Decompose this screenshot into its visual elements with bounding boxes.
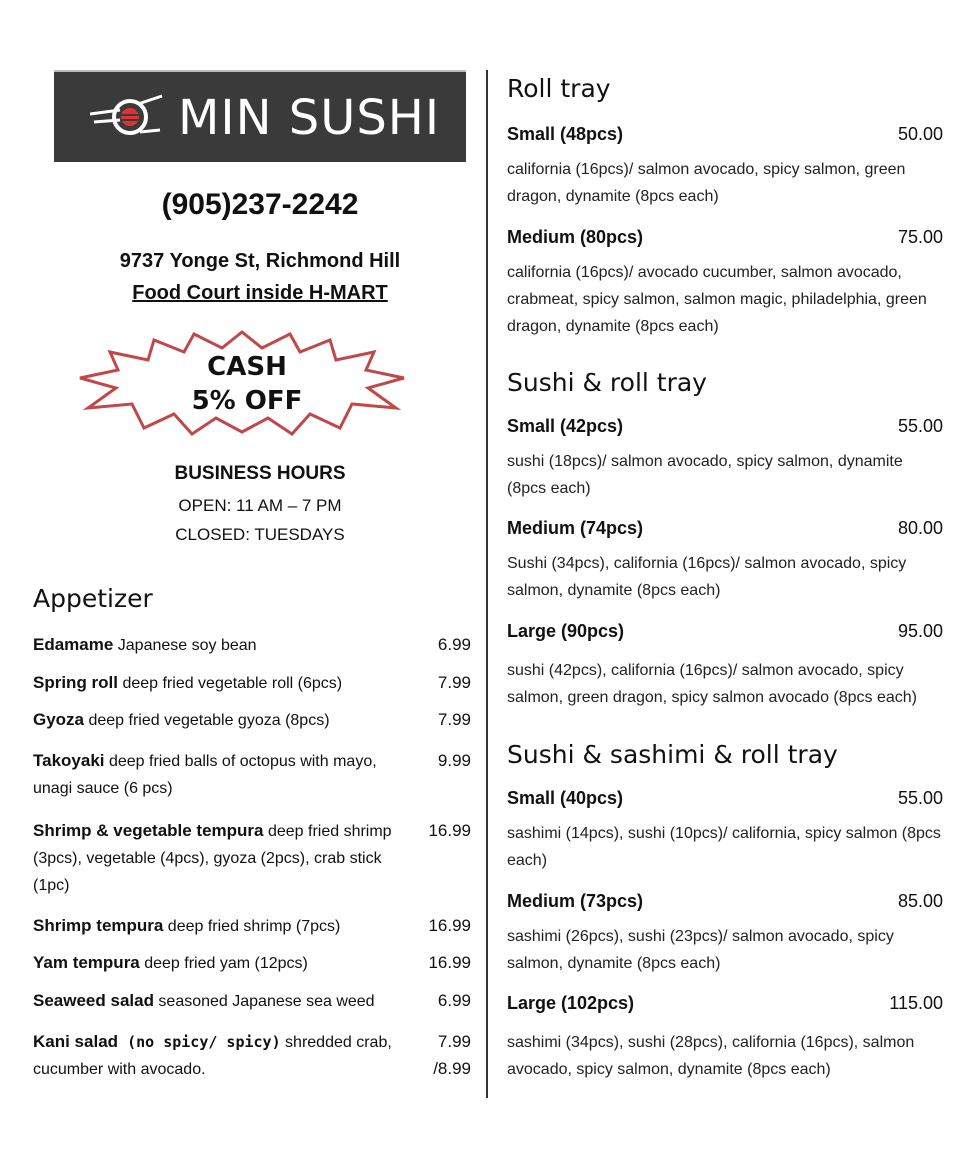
menu-item-shrimp-veg-tempura <box>33 817 471 899</box>
tray-desc: sushi (42pcs), california (16pcs)/ salmon avocado, spicy salmon, green dragon, spicy salmon avocado (8pcs each) <box>507 662 917 706</box>
item-price: 16.99 <box>428 953 471 972</box>
menu-item-spring-roll <box>33 669 471 697</box>
tray-size: Large (90pcs) <box>507 621 625 641</box>
tray-desc: california (16pcs)/ avocado cucumber, salmon avocado, crabmeat, spicy salmon, salmon magic, philadelphia, green dragon, dynamite (8pcs each) <box>507 264 927 335</box>
item-price: 7.99 <box>437 673 471 692</box>
sashimi-tray-medium <box>507 891 943 977</box>
tray-price: 50.00 <box>897 124 943 144</box>
address-line-1: 9737 Yonge St, Richmond Hill <box>119 250 401 272</box>
tray-desc: Sushi (34pcs), california (16pcs)/ salmon avocado, spicy salmon, dynamite (8pcs each) <box>507 555 907 599</box>
item-desc: deep fried yam (12pcs) <box>139 955 308 972</box>
phone-number: (905)237-2242 <box>161 188 359 221</box>
tray-price: 80.00 <box>897 518 943 538</box>
item-price: 7.99 <box>437 710 471 729</box>
menu-item-edamame <box>33 631 471 659</box>
item-name: Edamame <box>33 635 114 654</box>
logo-text: MIN SUSHI <box>178 90 441 146</box>
promo-line-1: CASH <box>207 352 287 382</box>
item-desc: deep fried shrimp (3pcs), vegetable (4pcs), gyoza (2pcs), crab stick (1pc) <box>33 823 392 894</box>
item-name: Spring roll <box>33 673 118 692</box>
item-name: Shrimp & vegetable tempura <box>33 821 264 840</box>
logo-banner <box>54 70 466 162</box>
menu-item-kani-salad <box>33 1028 471 1083</box>
tray-desc: sashimi (34pcs), sushi (28pcs), california (16pcs), salmon avocado, spicy salmon, dynamite (8pcs each) <box>507 1034 915 1078</box>
address-line-2: Food Court inside H-MART <box>132 282 388 304</box>
item-desc: Japanese soy bean <box>113 637 257 654</box>
item-desc: deep fried shrimp (7pcs) <box>163 918 341 935</box>
roll-tray-title: Roll tray <box>507 74 611 103</box>
tray-price: 85.00 <box>897 891 943 911</box>
roll-tray-small <box>507 124 943 210</box>
promo-text <box>78 350 416 418</box>
tray-price: 55.00 <box>897 416 943 436</box>
tray-size: Large (102pcs) <box>507 993 635 1013</box>
item-price <box>433 1028 471 1082</box>
tray-size: Small (40pcs) <box>507 788 624 808</box>
item-name: Shrimp tempura <box>33 916 164 935</box>
tray-desc: sashimi (14pcs), sushi (10pcs)/ california, spicy salmon (8pcs each) <box>507 825 941 869</box>
hours-open: OPEN: 11 AM – 7 PM <box>178 496 342 515</box>
item-name: Gyoza <box>33 710 85 729</box>
tray-desc: sushi (18pcs)/ salmon avocado, spicy salmon, dynamite (8pcs each) <box>507 453 903 497</box>
item-desc: seasoned Japanese sea weed <box>153 993 375 1010</box>
tray-price: 55.00 <box>897 788 943 808</box>
item-name: Kani salad <box>33 1032 119 1051</box>
menu-item-shrimp-tempura <box>33 912 471 940</box>
tray-desc: california (16pcs)/ salmon avocado, spicy salmon, green dragon, dynamite (8pcs each) <box>507 161 906 205</box>
sushi-logo-icon <box>90 94 164 140</box>
menu-item-seaweed-salad <box>33 987 471 1015</box>
tray-price: 75.00 <box>897 227 943 247</box>
item-price: 6.99 <box>437 991 471 1010</box>
tray-size: Medium (74pcs) <box>507 518 644 538</box>
sushi-roll-tray-title: Sushi & roll tray <box>507 368 707 397</box>
item-desc: shredded crab, cucumber with avocado. <box>33 1034 392 1078</box>
sushi-roll-tray-large <box>507 621 943 711</box>
tray-size: Medium (80pcs) <box>507 227 644 247</box>
menu-item-takoyaki <box>33 747 471 802</box>
item-price-mild: 7.99 <box>437 1032 471 1051</box>
hours-title: BUSINESS HOURS <box>174 463 346 484</box>
item-desc: deep fried balls of octopus with mayo, unagi sauce (6 pcs) <box>33 753 377 797</box>
item-spice-option: (no spicy/ spicy) <box>118 1033 281 1051</box>
promo-line-2: 5% OFF <box>191 386 303 416</box>
item-desc: deep fried vegetable gyoza (8pcs) <box>84 712 330 729</box>
tray-size: Small (48pcs) <box>507 124 624 144</box>
item-price: 16.99 <box>428 916 471 935</box>
roll-tray-medium <box>507 227 943 340</box>
item-price: 6.99 <box>437 635 471 654</box>
menu-item-gyoza <box>33 706 471 734</box>
sashimi-tray-small <box>507 788 943 874</box>
sashimi-tray-large <box>507 993 943 1083</box>
tray-price: 115.00 <box>889 993 943 1013</box>
sashimi-tray-title: Sushi & sashimi & roll tray <box>507 740 838 769</box>
column-divider <box>486 70 488 1098</box>
item-price-spicy: /8.99 <box>433 1059 471 1078</box>
tray-price: 95.00 <box>897 621 943 641</box>
tray-size: Medium (73pcs) <box>507 891 644 911</box>
item-name: Seaweed salad <box>33 991 154 1010</box>
menu-item-yam-tempura <box>33 949 471 977</box>
sushi-roll-tray-small <box>507 416 943 502</box>
tray-desc: sashimi (26pcs), sushi (23pcs)/ salmon avocado, spicy salmon, dynamite (8pcs each) <box>507 928 894 972</box>
hours-closed: CLOSED: TUESDAYS <box>175 525 345 544</box>
appetizer-title: Appetizer <box>33 584 153 613</box>
sushi-roll-tray-medium <box>507 518 943 604</box>
item-desc: deep fried vegetable roll (6pcs) <box>118 675 343 692</box>
tray-size: Small (42pcs) <box>507 416 624 436</box>
item-name: Yam tempura <box>33 953 140 972</box>
item-price: 16.99 <box>428 821 471 840</box>
item-name: Takoyaki <box>33 751 105 770</box>
item-price: 9.99 <box>437 751 471 770</box>
